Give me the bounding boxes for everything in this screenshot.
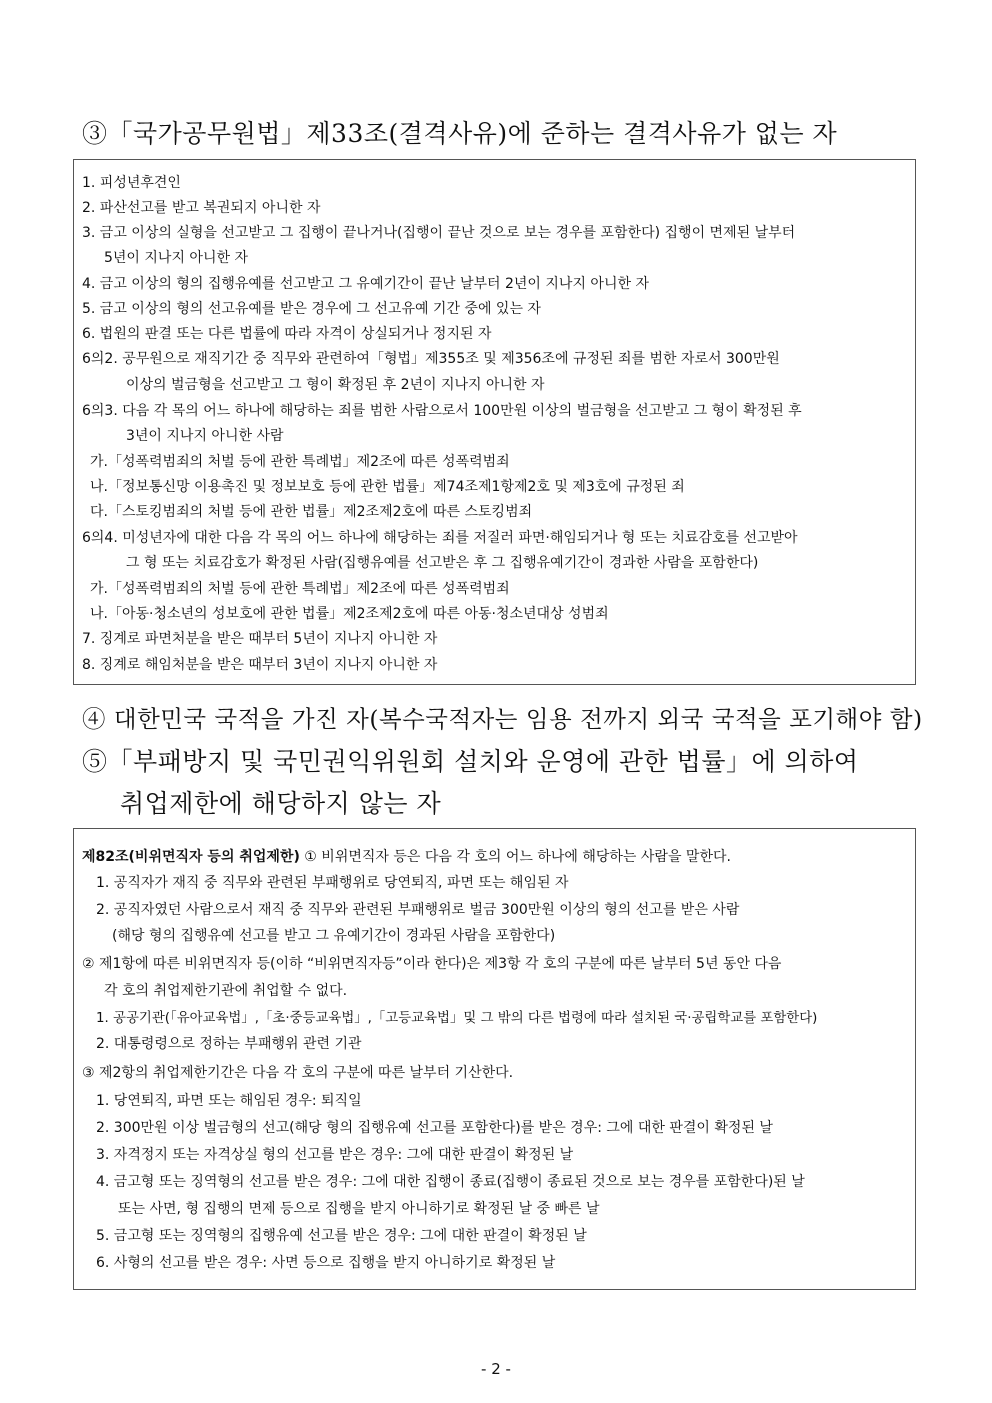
list-item: 나.「정보통신망 이용촉진 및 정보보호 등에 관한 법률」제74조제1항제2호 및 제3호에 규정된 죄 [90,479,685,495]
list-item: 가.「성폭력범죄의 처벌 등에 관한 특례법」제2조에 따른 성폭력범죄 [90,581,510,597]
list-item: 3년이 지나지 아니한 사람 [126,428,284,444]
section-5-heading-continued: 취업제한에 해당하지 않는 자 [120,789,442,818]
list-item: ② 제1항에 따른 비위면직자 등(이하 “비위면직자등”이라 한다)은 제3항 각 호의 구분에 따른 날부터 5년 동안 다음 [82,956,782,972]
list-item: 2. 공직자였던 사람으로서 재직 중 직무와 관련된 부패행위로 벌금 300만원 이상의 형의 선고를 받은 사람 [96,902,740,918]
list-item: 4. 금고형 또는 징역형의 선고를 받은 경우: 그에 대한 집행이 종료(집행이 종료된 것으로 보는 경우를 포함한다)된 날 [96,1174,805,1190]
list-item: 6. 사형의 선고를 받은 경우: 사면 등으로 집행을 받지 아니하기로 확정된 날 [96,1255,556,1271]
list-item: 2. 파산선고를 받고 복권되지 아니한 자 [82,200,321,216]
list-item: 이상의 벌금형을 선고받고 그 형이 확정된 후 2년이 지나지 아니한 자 [126,377,545,393]
list-item: 1. 공공기관(「유아교육법」,「초·중등교육법」,「고등교육법」및 그 밖의 다른 법령에 따라 설치된 국·공립학교를 포함한다) [96,1011,818,1026]
list-item: 1. 당연퇴직, 파면 또는 해임된 경우: 퇴직일 [96,1093,362,1109]
list-item: 6의3. 다음 각 목의 어느 하나에 해당하는 죄를 범한 사람으로서 100만원 이상의 벌금형을 선고받고 그 형이 확정된 후 [82,403,802,419]
list-item: 6의4. 미성년자에 대한 다음 각 목의 어느 하나에 해당하는 죄를 저질러 파면·해임되거나 형 또는 치료감호를 선고받아 [82,530,798,546]
list-item: 가.「성폭력범죄의 처벌 등에 관한 특례법」제2조에 따른 성폭력범죄 [90,454,510,470]
article-paragraph-1: ① 비위면직자 등은 다음 각 호의 어느 하나에 해당하는 사람을 말한다. [304,849,731,865]
list-item: 2. 300만원 이상 벌금형의 선고(해당 형의 집행유예 선고를 포함한다)를 받은 경우: 그에 대한 판결이 확정된 날 [96,1120,773,1136]
list-item: 7. 징계로 파면처분을 받은 때부터 5년이 지나지 아니한 자 [82,631,438,647]
list-item: ③ 제2항의 취업제한기간은 다음 각 호의 구분에 따른 날부터 기산한다. [82,1065,514,1081]
article-line [82,846,731,866]
list-item: 1. 공직자가 재직 중 직무와 관련된 부패행위로 당연퇴직, 파면 또는 해임된 자 [96,875,569,891]
list-item: 5. 금고 이상의 형의 선고유예를 받은 경우에 그 선고유예 기간 중에 있는 자 [82,301,541,317]
list-item: (해당 형의 집행유예 선고를 받고 그 유예기간이 경과된 사람을 포함한다) [112,928,556,944]
page-number: - 2 - [481,1360,511,1378]
list-item: 그 형 또는 치료감호가 확정된 사람(집행유예를 선고받은 후 그 집행유예기간이 경과한 사람을 포함한다) [126,555,759,571]
list-item: 2. 대통령령으로 정하는 부패행위 관련 기관 [96,1036,362,1052]
section-4-heading: ④ 대한민국 국적을 가진 자(복수국적자는 임용 전까지 외국 국적을 포기해야 함) [82,705,923,733]
article-title: 제82조(비위면직자 등의 취업제한) [82,849,300,865]
list-item: 8. 징계로 해임처분을 받은 때부터 3년이 지나지 아니한 자 [82,657,438,673]
list-item: 5년이 지나지 아니한 자 [104,250,248,266]
section-5-heading: ⑤「부패방지 및 국민권익위원회 설치와 운영에 관한 법률」에 의하여 [82,747,859,776]
section-3-heading: ③「국가공무원법」제33조(결격사유)에 준하는 결격사유가 없는 자 [82,119,838,148]
disqualification-box [73,159,916,685]
list-item: 다.「스토킹범죄의 처벌 등에 관한 법률」제2조제2호에 따른 스토킹범죄 [90,504,533,520]
list-item: 3. 자격정지 또는 자격상실 형의 선고를 받은 경우: 그에 대한 판결이 확정된 날 [96,1147,574,1163]
list-item: 3. 금고 이상의 실형을 선고받고 그 집행이 끝나거나(집행이 끝난 것으로 보는 경우를 포함한다) 집행이 면제된 날부터 [82,225,796,241]
list-item: 또는 사면, 형 집행의 면제 등으로 집행을 받지 아니하기로 확정된 날 중 빠른 날 [118,1201,600,1217]
employment-restriction-box [73,828,916,1290]
list-item: 나.「아동·청소년의 성보호에 관한 법률」제2조제2호에 따른 아동·청소년대상 성범죄 [90,606,609,622]
list-item: 6. 법원의 판결 또는 다른 법률에 따라 자격이 상실되거나 정지된 자 [82,326,492,342]
list-item: 4. 금고 이상의 형의 집행유예를 선고받고 그 유예기간이 끝난 날부터 2년이 지나지 아니한 자 [82,276,649,292]
list-item: 각 호의 취업제한기관에 취업할 수 없다. [104,983,348,999]
list-item: 5. 금고형 또는 징역형의 집행유예 선고를 받은 경우: 그에 대한 판결이 확정된 날 [96,1228,587,1244]
list-item: 1. 피성년후견인 [82,175,181,191]
list-item: 6의2. 공무원으로 재직기간 중 직무와 관련하여「형법」제355조 및 제356조에 규정된 죄를 범한 자로서 300만원 [82,351,780,367]
